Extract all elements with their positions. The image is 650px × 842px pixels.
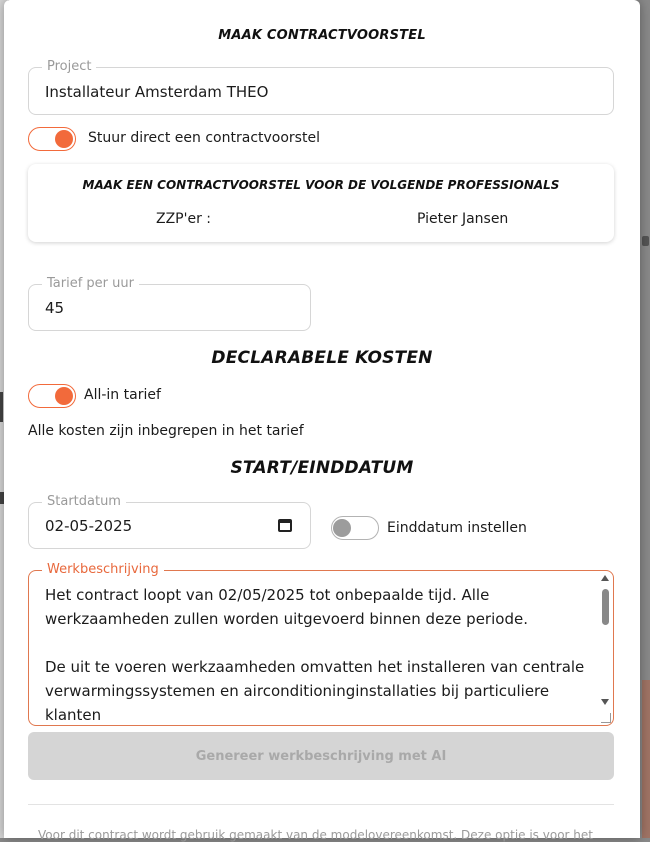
background-scroll-mark: [642, 236, 649, 246]
professionals-card-title: MAAK EEN CONTRACTVOORSTEL VOOR DE VOLGENDE PROFESSIONALS: [82, 178, 560, 192]
resize-handle-icon[interactable]: [601, 713, 611, 723]
background-accent-strip: [642, 680, 650, 838]
textarea-scrollbar[interactable]: [599, 575, 611, 705]
work-description-field[interactable]: [28, 562, 614, 726]
send-direct-label: Stuur direct een contractvoorstel: [88, 130, 320, 146]
toggle-knob: [333, 519, 351, 537]
divider: [28, 804, 614, 805]
project-field[interactable]: [28, 59, 614, 115]
hourly-rate-label: Tarief per uur: [42, 276, 139, 292]
modal-title: MAAK CONTRACTVOORSTEL: [218, 28, 426, 43]
toggle-knob: [55, 130, 73, 148]
model-agreement-note: Voor dit contract wordt gebruik gemaakt van de modelovereenkomst. Deze optie is voor het: [38, 828, 593, 842]
start-date-value: 02-05-2025: [45, 517, 133, 535]
work-description-label: Werkbeschrijving: [42, 562, 164, 578]
end-date-toggle[interactable]: [331, 516, 379, 540]
work-description-text[interactable]: Het contract loopt van 02/05/2025 tot onbepaalde tijd. Alle werkzaamheden zullen worden uitgevoerd binnen deze periode. De uit te voeren werkzaamheden omvatten het installeren van centrale verwarmingssystemen en airconditioninginstallaties bij particuliere klanten: [45, 586, 585, 724]
hourly-rate-field[interactable]: [28, 276, 311, 331]
dates-heading: START/EINDDATUM: [230, 458, 414, 478]
contract-proposal-modal: [4, 0, 640, 842]
costs-note: Alle kosten zijn inbegrepen in het tarief: [28, 423, 304, 439]
professional-type-label: ZZP'er :: [156, 211, 212, 227]
costs-heading: DECLARABELE KOSTEN: [211, 348, 433, 368]
all-in-toggle[interactable]: [28, 384, 76, 408]
toggle-knob: [55, 387, 73, 405]
end-date-toggle-label: Einddatum instellen: [387, 520, 527, 536]
project-label: Project: [42, 59, 96, 75]
scroll-down-arrow-icon[interactable]: [601, 699, 609, 705]
start-date-label: Startdatum: [42, 494, 126, 510]
send-direct-toggle[interactable]: [28, 127, 76, 151]
background-left-mark: [0, 392, 3, 422]
scrollbar-thumb[interactable]: [602, 589, 609, 625]
calendar-icon[interactable]: [278, 519, 292, 532]
scroll-up-arrow-icon[interactable]: [601, 575, 609, 581]
project-value: Installateur Amsterdam THEO: [45, 83, 269, 101]
professionals-card: [28, 164, 614, 242]
generate-description-ai-button[interactable]: Genereer werkbeschrijving met AI: [28, 732, 614, 780]
hourly-rate-value: 45: [45, 299, 65, 317]
all-in-label: All-in tarief: [84, 387, 161, 403]
start-date-field[interactable]: [28, 494, 311, 549]
professional-name: Pieter Jansen: [417, 211, 509, 227]
